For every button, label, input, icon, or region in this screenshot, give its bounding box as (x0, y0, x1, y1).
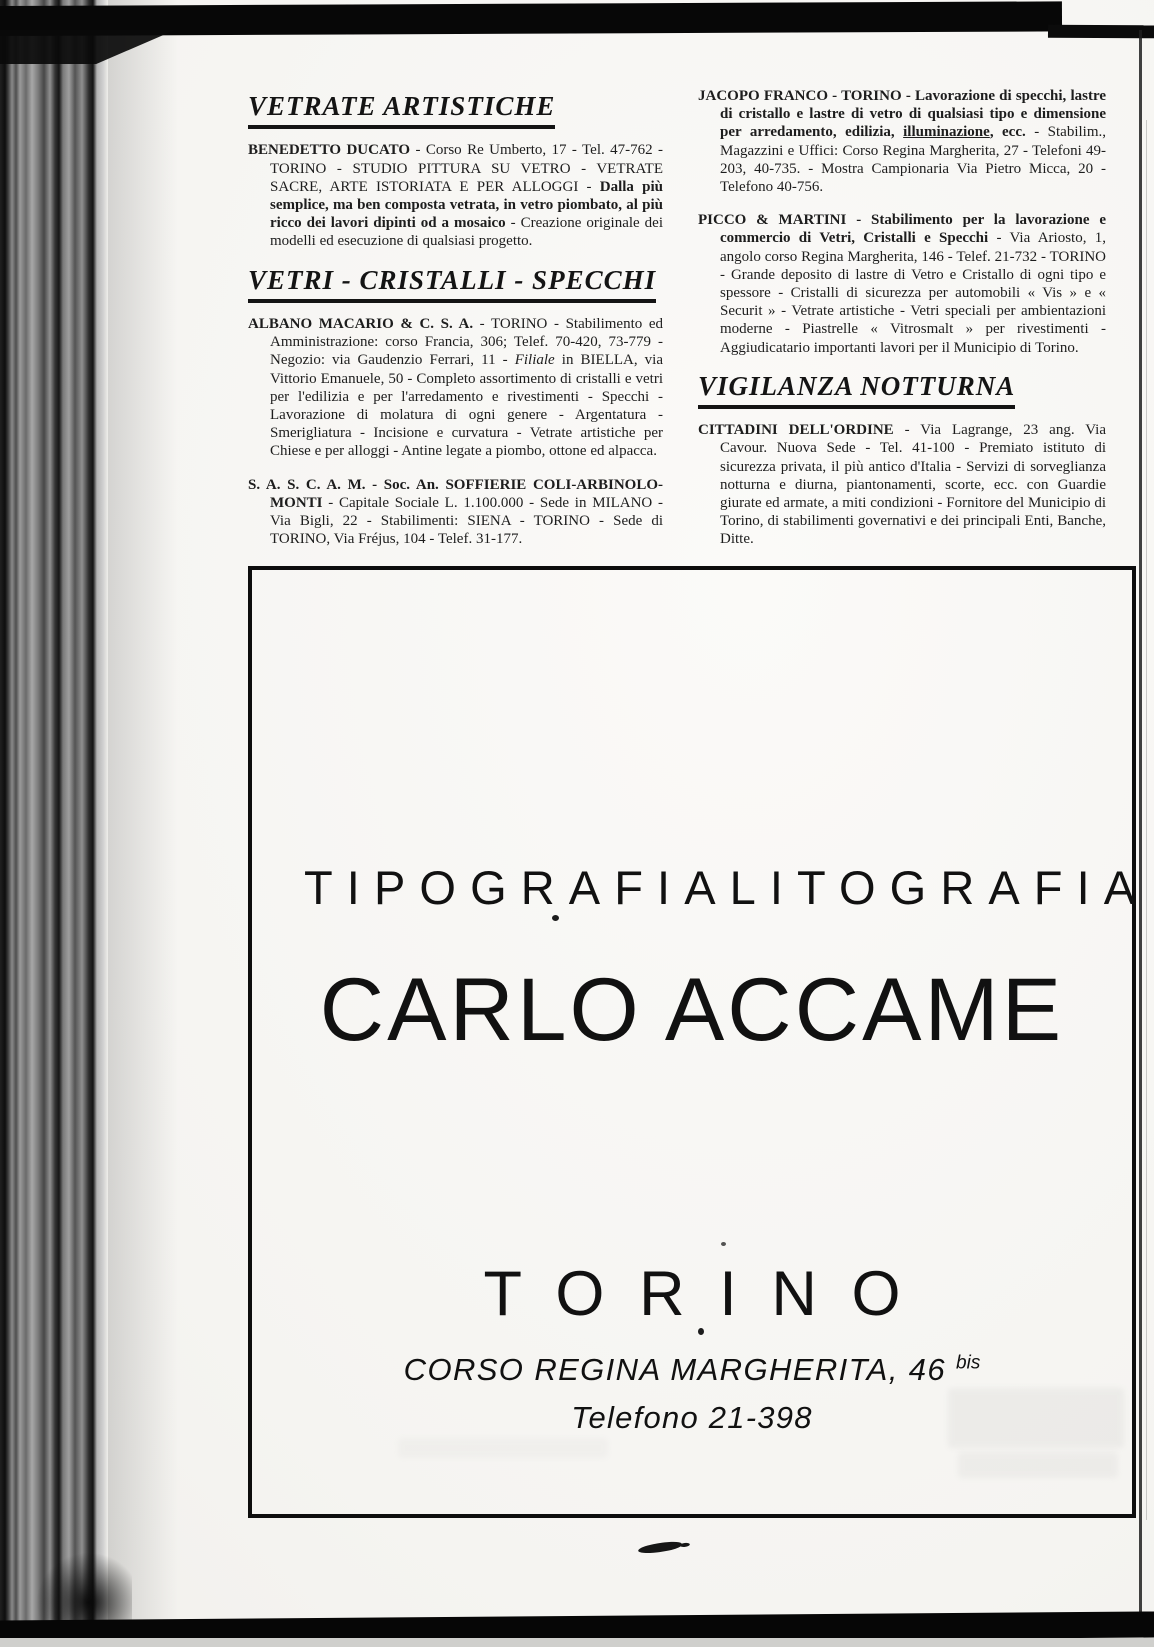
listing-picco-martini: PICCO & MARTINI - Stabilimento per la lavorazione e commercio di Vetri, Cristalli e Specchi - Via Ariosto, 1, angolo corso Regina Margherita, 146 - Telef. 21-732 - TORINO - Grande deposito di lastre di Vetro e Cristallo di ogni tipo e spessore - Cristalli di sicurezza per automobili « Vis » e « Securit » - Vetrate artistiche - Vetri speciali per ambientazioni moderne - Piastrelle « Vitrosmalt » per rivestimenti - Aggiudicatario importanti lavori per il Municipio di Torino. (698, 212, 1107, 356)
section-title-vetri-cristalli-specchi: VETRI - CRISTALLI - SPECCHI (248, 266, 656, 303)
left-column (248, 92, 663, 563)
ad-address (252, 1352, 1132, 1388)
page-right-edge-faint-line (1146, 120, 1147, 1520)
listing-albano-macario: ALBANO MACARIO & C. S. A. - TORINO - Stabilimento ed Amministrazione: corso Francia, 306; Telef. 70-420, 73-779 - Negozio: via Gaudenzio Ferrari, 11 - Filiale in BIELLA, via Vittorio Emanuele, 50 - Completo assortimento di cristalli e vetri per l'edilizia e per l'arredamento e rivestimenti - Specchi - Lavorazione di molatura di ogni genere - Argentatura - Smerigliatura - Incisione e curvatura - Vetrate artistiche per Chiese e per alloggi - Antine legate a piombo, ottone ed alpacca. (248, 315, 663, 460)
spine-shadow (108, 0, 178, 1647)
listing-sascam: S. A. S. C. A. M. - Soc. An. SOFFIERIE COLI-ARBINOLO-MONTI - Capitale Sociale L. 1.100.000 - Sede in MILANO - Via Bigli, 22 - Stabilimenti: SIENA - TORINO - Sede di TORINO, Via Fréjus, 104 - Telef. 31-177. (248, 476, 663, 548)
ad-word-litografia: LITOGRAFIA (729, 861, 1150, 914)
book-spine-page-edges (0, 0, 108, 1647)
ad-word-tipografia: TIPOGRAFIA (304, 861, 730, 914)
ad-address-text: CORSO REGINA MARGHERITA, 46 (403, 1352, 947, 1387)
bottom-gray-strip (0, 1638, 1154, 1647)
section-title-vetrate-artistiche: VETRATE ARTISTICHE (248, 92, 555, 129)
ad-phone: Telefono 21-398 (571, 1400, 813, 1435)
page-right-edge-line (1139, 30, 1142, 1615)
ad-company-name: CARLO ACCAME (319, 959, 1065, 1059)
ink-smudge-mark (638, 1540, 683, 1554)
carlo-accame-advertisement (248, 566, 1150, 1518)
listing-benedetto-ducato: BENEDETTO DUCATO - Corso Re Umberto, 17 - Tel. 47-762 - TORINO - STUDIO PITTURA SU VETRO - VETRATE SACRE, ARTE ISTORIATA E PER ALLOGGI - Dalla più semplice, ma ben composta vetrata, in vetro piombato, al più ricco dei lavori dipinti od a mosaico - Creazione originale dei modelli ed esecuzione di qualsiasi progetto. (248, 142, 663, 250)
listing-jacopo-franco: JACOPO FRANCO - TORINO - Lavorazione di specchi, lastre di cristallo e lastre di vetro di qualsiasi tipo e dimensione per arredamento, edilizia, illuminazione, ecc. - Stabilim., Magazzini e Uffici: Corso Regina Margherita, 27 - Telefoni 49-203, 40-735. - Mostra Campionaria Via Pietro Micca, 20 - Telefono 40-756. (698, 88, 1106, 196)
right-column (698, 87, 1106, 564)
ad-trade-line (252, 860, 1150, 915)
ad-city: TORINO (483, 1259, 936, 1329)
ad-address-bis: bis (956, 1352, 981, 1374)
listing-cittadini-dellordine: CITTADINI DELL'ORDINE - Via Lagrange, 23 ang. Via Cavour. Nuova Sede - Tel. 41-100 - Premiato istituto di sicurezza privata, il più antico d'Italia - Servizi di sorveglianza notturna e diurna, piantonamenti, scorte, ecc. con Guardie giurate ed armate, a miti condizioni - Fornitore del Municipio di Torino, di stabilimenti governativi e dei principali Enti, Banche, Ditte. (698, 422, 1106, 548)
section-title-vigilanza-notturna: VIGILANZA NOTTURNA (698, 372, 1015, 409)
